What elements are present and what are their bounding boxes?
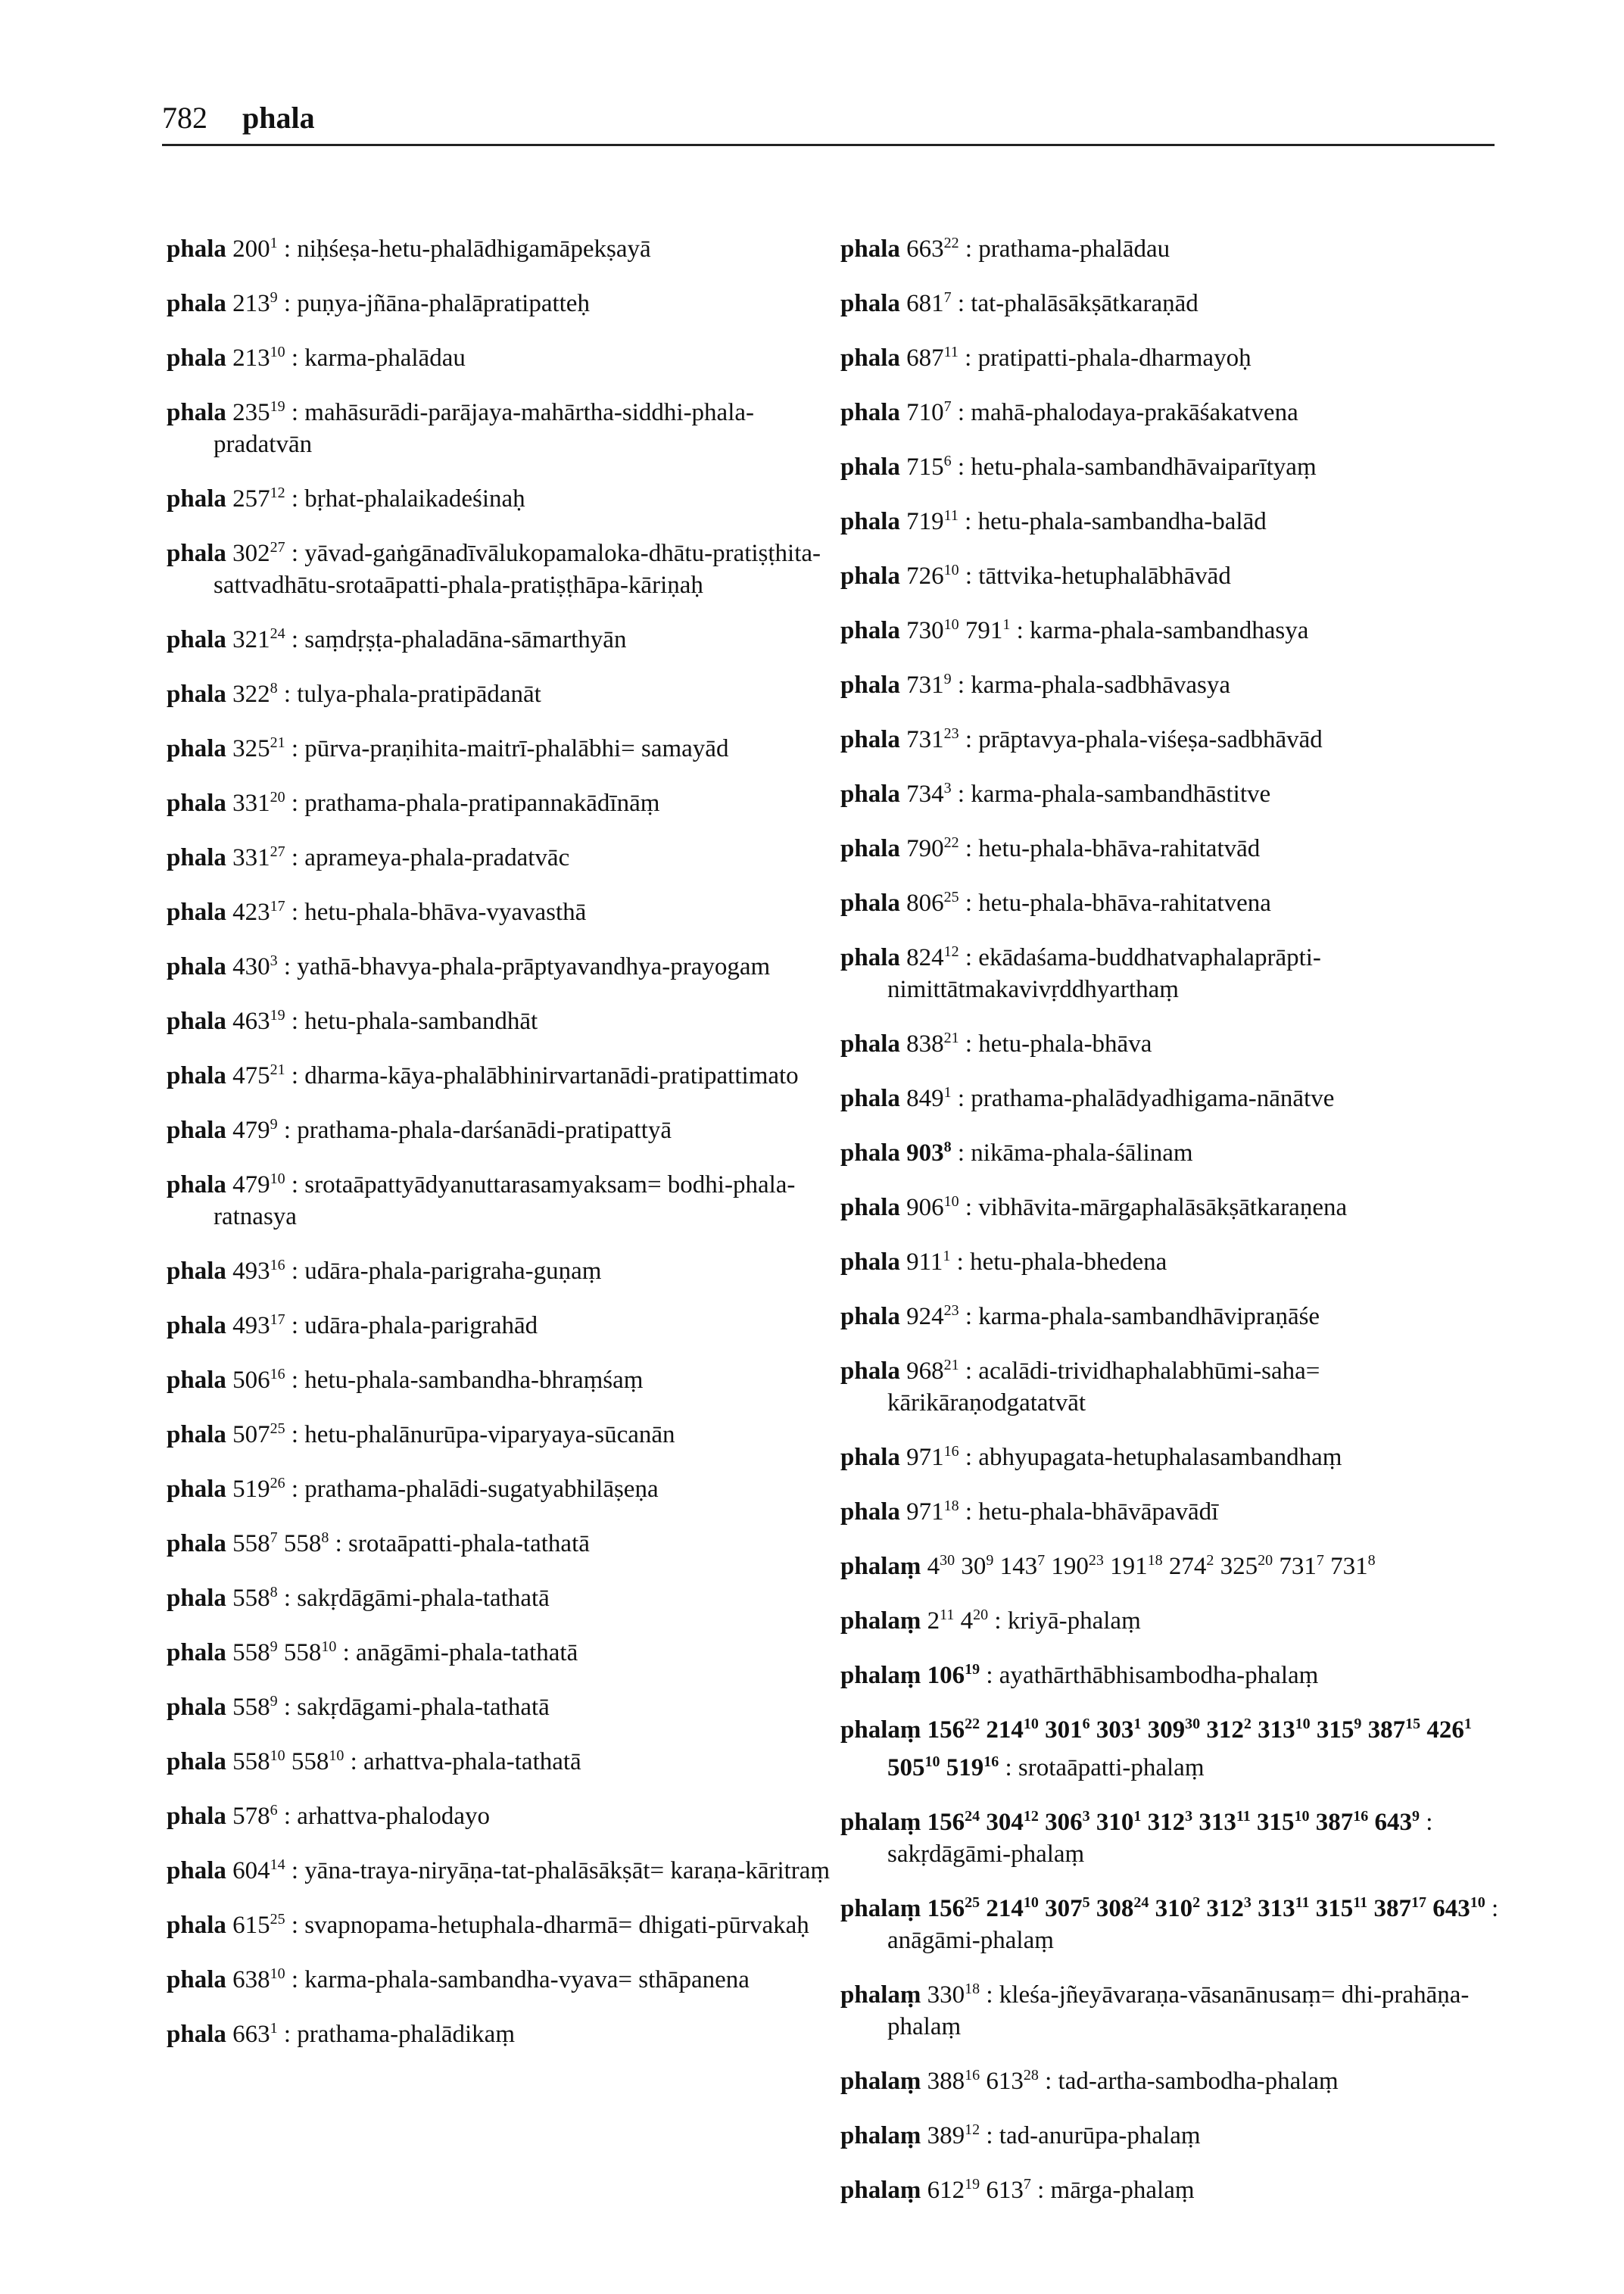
index-entry: phala $213^{10}$ : karma-phalādau — [167, 344, 466, 372]
entry-references: $730^{10}$ $791^1$ — [906, 616, 1011, 644]
page-header — [162, 100, 315, 136]
entry-references: $734^3$ — [906, 780, 952, 808]
entry-text: nikāma-phala-śālinam — [971, 1139, 1193, 1167]
entry-text: saṃdṛṣṭa-phaladāna-sāmarthyān — [304, 626, 627, 653]
entry-text: bṛhat-phalaikadeśinaḥ — [304, 485, 525, 513]
entry-keyword: phala — [840, 1444, 900, 1471]
entry-keyword: phala — [167, 344, 226, 372]
entry-keyword: phala — [167, 1062, 226, 1089]
entry-keyword: phala — [167, 1857, 226, 1884]
entry-references: $331^{20}$ — [232, 789, 285, 817]
entry-text: yathā-bhavya-phala-prāptyavandhya-prayogam — [297, 953, 771, 980]
entry-text: hetu-phala-sambandha-balād — [977, 508, 1267, 535]
entry-keyword: phala — [840, 944, 900, 971]
entry-keyword: phala — [840, 399, 900, 426]
index-entry: phala $710^7$ : mahā-phalodaya-prakāśakatvena — [840, 398, 1298, 426]
entry-references: $838^{21}$ — [906, 1030, 959, 1058]
entry-text: hetu-phala-bhāvāpavādī — [978, 1498, 1219, 1526]
left-column — [167, 227, 833, 2067]
entry-text: anāgāmi-phala-tathatā — [356, 1639, 578, 1666]
running-headword: phala — [242, 101, 315, 135]
entry-keyword: phala — [167, 1803, 226, 1830]
entry-references: $213^9$ — [232, 289, 278, 317]
entry-references: $710^7$ — [906, 398, 952, 426]
index-entry — [840, 1544, 1507, 1582]
entry-references: $479^9$ — [232, 1116, 278, 1144]
index-entry: phala $479^{10}$ : srotaāpattyādyanuttarasamyaksam= bodhi-phala-ratnasya — [167, 1170, 796, 1230]
index-entry: phala $322^8$ : tulya-phala-pratipādanāt — [167, 680, 541, 708]
entry-text: sakṛdāgami-phala-tathatā — [297, 1694, 550, 1721]
entry-text: udāra-phala-parigrahād — [304, 1312, 538, 1339]
entry-keyword: phala — [167, 626, 226, 653]
entry-references: $615^{25}$ — [232, 1911, 285, 1939]
entry-keyword: phalaṃ — [840, 1981, 921, 2009]
entry-references: $558^{10}$ $558^{10}$ — [232, 1747, 344, 1775]
index-entry: phala $493^{17}$ : udāra-phala-parigrahād — [167, 1311, 538, 1339]
index-entry: phala $806^{25}$ : hetu-phala-bhāva-rahitatvena — [840, 889, 1271, 917]
index-entry: phala $971^{16}$ : abhyupagata-hetuphalasambandhaṃ — [840, 1443, 1342, 1471]
entry-references: $213^{10}$ — [232, 344, 285, 372]
entry-text: abhyupagata-hetuphalasambandhaṃ — [978, 1444, 1342, 1471]
entry-references: $322^8$ — [232, 680, 278, 708]
entry-references: $726^{10}$ — [906, 562, 959, 590]
index-entry: phala $200^1$ : niḥśeṣa-hetu-phalādhigamāpekṣayā — [167, 235, 651, 263]
index-entry: phala $235^{19}$ : mahāsurādi-parājaya-mahārtha-siddhi-phala-pradatvān — [167, 398, 755, 458]
entry-text: ayathārthābhisambodha-phalaṃ — [999, 1662, 1319, 1689]
entry-text: mahā-phalodaya-prakāśakatvena — [971, 399, 1298, 426]
entry-references: $824^{12}$ — [906, 943, 959, 971]
index-entry: phala $731^9$ : karma-phala-sadbhāvasya — [840, 671, 1230, 699]
entry-keyword: phala — [840, 508, 900, 535]
entry-keyword: phalaṃ — [840, 1716, 921, 1744]
index-entry: phala $578^6$ : arhattva-phalodayo — [167, 1802, 491, 1830]
entry-text: svapnopama-hetuphala-dharmā= dhigati-pūrvakaḥ — [304, 1912, 809, 1939]
entry-text: sakṛdāgāmi-phalaṃ — [887, 1840, 1085, 1868]
entry-text: niḥśeṣa-hetu-phalādhigamāpekṣayā — [297, 235, 651, 263]
entry-references: $156^{22}$ $214^{10}$ $301^6$ $303^1$ $309^{30}$ $312^2$ $313^{10}$ $315^9$ $387^{15}$ $426^1$ $505^{10}$ $519^{16}$ — [887, 1716, 1472, 1781]
entry-references: $604^{14}$ — [232, 1856, 285, 1884]
entry-references: $687^{11}$ — [906, 344, 959, 372]
entry-keyword: phalaṃ — [840, 1809, 921, 1836]
entry-keyword: phala — [167, 1530, 226, 1557]
entry-references: $388^{16}$ $613^{28}$ — [927, 2067, 1039, 2095]
entry-text: karma-phala-sadbhāvasya — [971, 672, 1230, 699]
entry-references: $506^{16}$ — [232, 1366, 285, 1394]
index-entry: phala $615^{25}$ : svapnopama-hetuphala-dharmā= dhigati-pūrvakaḥ — [167, 1911, 809, 1939]
entry-references: $423^{17}$ — [232, 898, 285, 926]
entry-keyword: phala — [167, 735, 226, 762]
entry-references: $235^{19}$ — [232, 398, 285, 426]
index-entry: phala $321^{24}$ : saṃdṛṣṭa-phaladāna-sāmarthyān — [167, 625, 627, 653]
entry-text: srotaāpatti-phalaṃ — [1018, 1754, 1205, 1781]
entry-keyword: phala — [167, 1585, 226, 1612]
entry-keyword: phala — [167, 1258, 226, 1285]
entry-text: karma-phala-sambandhasya — [1030, 617, 1309, 644]
index-entry: phala $838^{21}$ : hetu-phala-bhāva — [840, 1030, 1152, 1058]
entry-text: mahāsurādi-parājaya-mahārtha-siddhi-phala-pradatvān — [214, 399, 755, 458]
entry-keyword: phala — [167, 844, 226, 871]
entry-keyword: phala — [840, 617, 900, 644]
entry-keyword: phala — [167, 1367, 226, 1394]
entry-text: hetu-phala-bhedena — [970, 1248, 1167, 1276]
index-entry: phala $726^{10}$ : tāttvika-hetuphalābhāvād — [840, 562, 1231, 590]
entry-references: $2^{11}$ $4^{20}$ — [927, 1607, 989, 1635]
entry-references: $790^{22}$ — [906, 834, 959, 862]
entry-references: $924^{23}$ — [906, 1302, 959, 1330]
entry-references: $578^6$ — [232, 1802, 278, 1830]
index-entry: phala $257^{12}$ : bṛhat-phalaikadeśinaḥ — [167, 485, 525, 513]
entry-references: $663^1$ — [232, 2020, 278, 2048]
entry-keyword: phala — [167, 953, 226, 980]
entry-text: hetu-phala-bhāva — [978, 1030, 1152, 1058]
entry-references: $331^{27}$ — [232, 843, 285, 871]
entry-keyword: phalaṃ — [840, 1607, 921, 1635]
entry-keyword: phala — [840, 1194, 900, 1221]
entry-keyword: phala — [840, 235, 900, 263]
entry-keyword: phala — [167, 1694, 226, 1721]
index-entry: phala $423^{17}$ : hetu-phala-bhāva-vyavasthā — [167, 898, 587, 926]
entry-text: vibhāvita-mārgaphalāsākṣātkaraṇena — [978, 1194, 1348, 1221]
index-entry: phalaṃ $330^{18}$ : kleśa-jñeyāvaraṇa-vāsanānusaṃ= dhi-prahāṇa-phalaṃ — [840, 1981, 1470, 2040]
entry-references: $663^{22}$ — [906, 235, 959, 263]
index-entry: phalaṃ $612^{19}$ $613^7$ : mārga-phalaṃ — [840, 2176, 1195, 2204]
entry-references: $971^{16}$ — [906, 1443, 959, 1471]
entry-references: $638^{10}$ — [232, 1965, 285, 1993]
entry-text: puṇya-jñāna-phalāpratipatteḥ — [297, 290, 590, 317]
entry-text: prathama-phalādi-sugatyabhilāṣeṇa — [304, 1476, 659, 1503]
entry-text: hetu-phala-bhāva-rahitatvena — [978, 890, 1271, 917]
entry-references: $558^8$ — [232, 1584, 278, 1612]
entry-references: $325^{21}$ — [232, 734, 285, 762]
index-entry: phalaṃ $156^{22}$ $214^{10}$ $301^6$ $303^1$ $309^{30}$ $312^2$ $313^{10}$ $315^9$ $387^{15}$ $426^1$ $505^{10}$ $519^{16}$ : srotaāpatti-phalaṃ — [840, 1716, 1472, 1781]
entry-keyword: phala — [840, 1139, 900, 1167]
entry-keyword: phala — [840, 563, 900, 590]
entry-references: $719^{11}$ — [906, 507, 959, 535]
entry-references: $479^{10}$ — [232, 1170, 285, 1198]
entry-keyword: phala — [167, 1912, 226, 1939]
index-entry: phalaṃ $2^{11}$ $4^{20}$ : kriyā-phalaṃ — [840, 1607, 1141, 1635]
index-entry: phala $968^{21}$ : acalādi-trividhaphalabhūmi-saha= kārikāraṇodgatatvāt — [840, 1357, 1320, 1417]
entry-keyword: phala — [167, 1748, 226, 1775]
entry-keyword: phalaṃ — [840, 1553, 921, 1580]
entry-keyword: phala — [840, 672, 900, 699]
index-entry: phalaṃ $156^{24}$ $304^{12}$ $306^3$ $310^1$ $312^3$ $313^{11}$ $315^{10}$ $387^{16}$ $643^9$ : sakṛdāgāmi-phalaṃ — [840, 1808, 1433, 1868]
index-entry: phala $430^3$ : yathā-bhavya-phala-prāptyavandhya-prayogam — [167, 952, 771, 980]
entry-keyword: phala — [167, 1117, 226, 1144]
index-entry: phala $824^{12}$ : ekādaśama-buddhatvaphalaprāpti-nimittātmakavivṛddhyarthaṃ — [840, 943, 1321, 1003]
index-entry: phala $475^{21}$ : dharma-kāya-phalābhinirvartanādi-pratipattimato — [167, 1061, 799, 1089]
entry-text: prathama-phala-darśanādi-pratipattyā — [297, 1117, 672, 1144]
entry-keyword: phala — [840, 890, 900, 917]
index-entry: phala $463^{19}$ : hetu-phala-sambandhāt — [167, 1007, 538, 1035]
entry-keyword: phala — [840, 1357, 900, 1385]
entry-text: tulya-phala-pratipādanāt — [297, 681, 541, 708]
index-entry: phala $479^9$ : prathama-phala-darśanādi-pratipattyā — [167, 1116, 672, 1144]
entry-keyword: phala — [167, 1476, 226, 1503]
entry-references: $558^9$ $558^{10}$ — [232, 1638, 337, 1666]
entry-keyword: phala — [840, 344, 900, 372]
entry-keyword: phala — [167, 1008, 226, 1035]
index-entry: phalaṃ $388^{16}$ $613^{28}$ : tad-artha-sambodha-phalaṃ — [840, 2067, 1339, 2095]
entry-text: udāra-phala-parigraha-guṇaṃ — [304, 1258, 602, 1285]
index-entry: phala $558^7$ $558^8$ : srotaāpatti-phala-tathatā — [167, 1529, 590, 1557]
entry-references: $968^{21}$ — [906, 1357, 959, 1385]
entry-text: prāptavya-phala-viśeṣa-sadbhāvād — [978, 726, 1323, 753]
entry-keyword: phala — [840, 290, 900, 317]
entry-references: $493^{16}$ — [232, 1257, 285, 1285]
entry-references: $430^3$ — [232, 952, 278, 980]
index-entry: phala $687^{11}$ : pratipatti-phala-dharmayoḥ — [840, 344, 1252, 372]
index-entry: phala $663^{22}$ : prathama-phalādau — [840, 235, 1170, 263]
entry-references: $493^{17}$ — [232, 1311, 285, 1339]
entry-references: $681^7$ — [906, 289, 952, 317]
entry-references: $715^6$ — [906, 453, 952, 481]
entry-references: $463^{19}$ — [232, 1007, 285, 1035]
index-entry: phala $558^8$ : sakṛdāgāmi-phala-tathatā — [167, 1584, 550, 1612]
entry-references: $200^1$ — [232, 235, 278, 263]
index-entry: phala $971^{18}$ : hetu-phala-bhāvāpavādī — [840, 1498, 1219, 1526]
index-entry: phala $911^1$ : hetu-phala-bhedena — [840, 1248, 1167, 1276]
entry-references: $906^{10}$ — [906, 1193, 959, 1221]
entry-keyword: phala — [167, 1421, 226, 1448]
entry-text: yāvad-gaṅgānadīvālukopamaloka-dhātu-pratiṣṭhita-sattvadhātu-srotaāpatti-phala-pratiṣṭhāpa-kāriṇaḥ — [214, 540, 821, 599]
entry-references: $507^{25}$ — [232, 1420, 285, 1448]
entry-keyword: phala — [167, 540, 226, 567]
entry-text: anāgāmi-phalaṃ — [887, 1927, 1054, 1954]
index-entry: phala $493^{16}$ : udāra-phala-parigraha-guṇaṃ — [167, 1257, 602, 1285]
index-entry: phala $331^{27}$ : aprameya-phala-pradatvāc — [167, 843, 570, 871]
entry-text: acalādi-trividhaphalabhūmi-saha= kārikāraṇodgatatvāt — [887, 1357, 1320, 1417]
entry-references: $106^{19}$ — [927, 1661, 980, 1689]
entry-text: tad-artha-sambodha-phalaṃ — [1058, 2068, 1339, 2095]
index-entry: phala $790^{22}$ : hetu-phala-bhāva-rahitatvād — [840, 834, 1261, 862]
entry-text: mārga-phalaṃ — [1050, 2177, 1195, 2204]
entry-keyword: phala — [167, 1639, 226, 1666]
index-entry: phala $681^7$ : tat-phalāsākṣātkaraṇād — [840, 289, 1199, 317]
entry-references: $731^9$ — [906, 671, 952, 699]
entry-references: $257^{12}$ — [232, 485, 285, 513]
entry-text: hetu-phala-sambandhāvaiparītyaṃ — [971, 454, 1317, 481]
index-entry: phala $558^9$ : sakṛdāgami-phala-tathatā — [167, 1693, 550, 1721]
entry-keyword: phala — [167, 2021, 226, 2048]
entry-text: pratipatti-phala-dharmayoḥ — [977, 344, 1252, 372]
entry-keyword: phala — [840, 835, 900, 862]
entry-keyword: phala — [167, 899, 226, 926]
entry-keyword: phala — [840, 1085, 900, 1112]
index-entry: phala $213^9$ : puṇya-jñāna-phalāpratipatteḥ — [167, 289, 590, 317]
index-entry: phala $558^9$ $558^{10}$ : anāgāmi-phala-tathatā — [167, 1638, 578, 1666]
entry-keyword: phala — [167, 1312, 226, 1339]
entry-text: srotaāpattyādyanuttarasamyaksam= bodhi-phala-ratnasya — [214, 1171, 796, 1230]
entry-text: hetu-phala-bhāva-vyavasthā — [304, 899, 587, 926]
entry-keyword: phala — [840, 1248, 900, 1276]
entry-text: hetu-phala-sambandha-bhraṃśaṃ — [304, 1367, 644, 1394]
entry-references: $731^{23}$ — [906, 725, 959, 753]
entry-text: prathama-phalādau — [978, 235, 1170, 263]
entry-keyword: phala — [167, 235, 226, 263]
page-number: 782 — [162, 101, 207, 135]
entry-references: $321^{24}$ — [232, 625, 285, 653]
index-entry: phala $719^{11}$ : hetu-phala-sambandha-balād — [840, 507, 1267, 535]
entry-references: $330^{18}$ — [927, 1981, 980, 2009]
entry-text: karma-phalādau — [304, 344, 466, 372]
index-entry: phala $507^{25}$ : hetu-phalānurūpa-viparyaya-sūcanān — [167, 1420, 675, 1448]
index-entry: phala $604^{14}$ : yāna-traya-niryāṇa-tat-phalāsākṣāt= karaṇa-kāritraṃ — [167, 1856, 831, 1884]
entry-text: ekādaśama-buddhatvaphalaprāpti-nimittātmakavivṛddhyarthaṃ — [887, 944, 1321, 1003]
entry-text: hetu-phala-bhāva-rahitatvād — [978, 835, 1261, 862]
entry-keyword: phalaṃ — [840, 1895, 921, 1922]
index-entry: phala $903^8$ : nikāma-phala-śālinam — [840, 1139, 1193, 1167]
index-entry: phala $906^{10}$ : vibhāvita-mārgaphalāsākṣātkaraṇena — [840, 1193, 1348, 1221]
entry-text: prathama-phala-pratipannakādīnāṃ — [304, 790, 660, 817]
entry-text: prathama-phalādikaṃ — [297, 2021, 515, 2048]
entry-text: karma-phala-sambandhāstitve — [971, 781, 1271, 808]
entry-references: $558^9$ — [232, 1693, 278, 1721]
entry-references: $156^{24}$ $304^{12}$ $306^3$ $310^1$ $312^3$ $313^{11}$ $315^{10}$ $387^{16}$ $643^9$ — [927, 1808, 1420, 1836]
entry-text: tāttvika-hetuphalābhāvād — [978, 563, 1231, 590]
entry-text: arhattva-phalodayo — [297, 1803, 491, 1830]
entry-references: $4^{30}$ $30^9$ $143^7$ $190^{23}$ $191^{18}$ $274^2$ $325^{20}$ $731^7$ $731^8$ — [927, 1552, 1376, 1580]
entry-references: $519^{26}$ — [232, 1475, 285, 1503]
entry-keyword: phala — [167, 290, 226, 317]
index-entry: phala $558^{10}$ $558^{10}$ : arhattva-phala-tathatā — [167, 1747, 581, 1775]
entry-text: tat-phalāsākṣātkaraṇād — [971, 290, 1199, 317]
index-entry: phalaṃ $156^{25}$ $214^{10}$ $307^5$ $308^{24}$ $310^2$ $312^3$ $313^{11}$ $315^{11}$ $387^{17}$ $643^{10}$ : anāgāmi-phalaṃ — [840, 1894, 1499, 1954]
entry-text: dharma-kāya-phalābhinirvartanādi-pratipattimato — [304, 1062, 799, 1089]
index-entry: phala $302^{27}$ : yāvad-gaṅgānadīvālukopamaloka-dhātu-pratiṣṭhita-sattvadhātu-srotaāpatti-phala-pratiṣṭhāpa-kāriṇaḥ — [167, 539, 821, 599]
entry-keyword: phalaṃ — [840, 2068, 921, 2095]
entry-references: $806^{25}$ — [906, 889, 959, 917]
index-entry: phala $849^1$ : prathama-phalādyadhigama-nānātve — [840, 1084, 1335, 1112]
index-entry: phala $715^6$ : hetu-phala-sambandhāvaiparītyaṃ — [840, 453, 1317, 481]
entry-references: $971^{18}$ — [906, 1498, 959, 1526]
entry-text: pūrva-praṇihita-maitrī-phalābhi= samayād — [304, 735, 729, 762]
entry-keyword: phala — [167, 399, 226, 426]
index-entry: phala $325^{21}$ : pūrva-praṇihita-maitrī-phalābhi= samayād — [167, 734, 729, 762]
entry-text: srotaāpatti-phala-tathatā — [348, 1530, 590, 1557]
entry-references: $156^{25}$ $214^{10}$ $307^5$ $308^{24}$ $310^2$ $312^3$ $313^{11}$ $315^{11}$ $387^{17}$ $643^{10}$ — [927, 1894, 1485, 1922]
entry-keyword: phala — [840, 1303, 900, 1330]
entry-references: $558^7$ $558^8$ — [232, 1529, 329, 1557]
entry-text: yāna-traya-niryāṇa-tat-phalāsākṣāt= karaṇa-kāritraṃ — [304, 1857, 831, 1884]
right-column — [840, 227, 1507, 2223]
entry-text: tad-anurūpa-phalaṃ — [999, 2122, 1201, 2149]
entry-keyword: phala — [167, 1171, 226, 1198]
entry-keyword: phalaṃ — [840, 1662, 921, 1689]
entry-keyword: phala — [167, 485, 226, 513]
entry-keyword: phala — [840, 454, 900, 481]
index-entry: phala $924^{23}$ : karma-phala-sambandhāvipraṇāśe — [840, 1302, 1320, 1330]
entry-keyword: phalaṃ — [840, 2177, 921, 2204]
entry-keyword: phala — [840, 1498, 900, 1526]
entry-text: hetu-phalānurūpa-viparyaya-sūcanān — [304, 1421, 675, 1448]
entry-text: kleśa-jñeyāvaraṇa-vāsanānusaṃ= dhi-prahāṇa-phalaṃ — [887, 1981, 1470, 2040]
entry-keyword: phala — [167, 1966, 226, 1993]
index-entry: phala $730^{10}$ $791^1$ : karma-phala-sambandhasya — [840, 616, 1309, 644]
entry-keyword: phalaṃ — [840, 2122, 921, 2149]
entry-keyword: phala — [167, 790, 226, 817]
entry-text: prathama-phalādyadhigama-nānātve — [971, 1085, 1335, 1112]
entry-text: aprameya-phala-pradatvāc — [304, 844, 570, 871]
entry-keyword: phala — [167, 681, 226, 708]
index-entry: phala $731^{23}$ : prāptavya-phala-viśeṣa-sadbhāvād — [840, 725, 1323, 753]
entry-references: $903^8$ — [906, 1139, 952, 1167]
header-rule — [162, 144, 1495, 146]
index-entry: phala $663^1$ : prathama-phalādikaṃ — [167, 2020, 515, 2048]
entry-keyword: phala — [840, 1030, 900, 1058]
entry-references: $612^{19}$ $613^7$ — [927, 2176, 1031, 2204]
entry-keyword: phala — [840, 781, 900, 808]
entry-references: $911^1$ — [906, 1248, 951, 1276]
entry-references: $302^{27}$ — [232, 539, 285, 567]
index-entry: phala $734^3$ : karma-phala-sambandhāstitve — [840, 780, 1271, 808]
entry-keyword: phala — [840, 726, 900, 753]
entry-text: hetu-phala-sambandhāt — [304, 1008, 538, 1035]
entry-text: karma-phala-sambandhāvipraṇāśe — [978, 1303, 1320, 1330]
entry-references: $389^{12}$ — [927, 2121, 980, 2149]
entry-references: $475^{21}$ — [232, 1061, 285, 1089]
entry-text: sakṛdāgāmi-phala-tathatā — [297, 1585, 550, 1612]
entry-text: arhattva-phala-tathatā — [363, 1748, 581, 1775]
entry-references: $849^1$ — [906, 1084, 952, 1112]
index-entry: phalaṃ $106^{19}$ : ayathārthābhisambodha-phalaṃ — [840, 1661, 1319, 1689]
index-entry: phala $638^{10}$ : karma-phala-sambandha-vyava= sthāpanena — [167, 1965, 750, 1993]
index-entry: phala $506^{16}$ : hetu-phala-sambandha-bhraṃśaṃ — [167, 1366, 644, 1394]
index-entry: phalaṃ $389^{12}$ : tad-anurūpa-phalaṃ — [840, 2121, 1201, 2149]
entry-text: kriyā-phalaṃ — [1007, 1607, 1141, 1635]
index-entry: phala $331^{20}$ : prathama-phala-pratipannakādīnāṃ — [167, 789, 660, 817]
entry-text: karma-phala-sambandha-vyava= sthāpanena — [304, 1966, 750, 1993]
index-entry: phala $519^{26}$ : prathama-phalādi-sugatyabhilāṣeṇa — [167, 1475, 659, 1503]
